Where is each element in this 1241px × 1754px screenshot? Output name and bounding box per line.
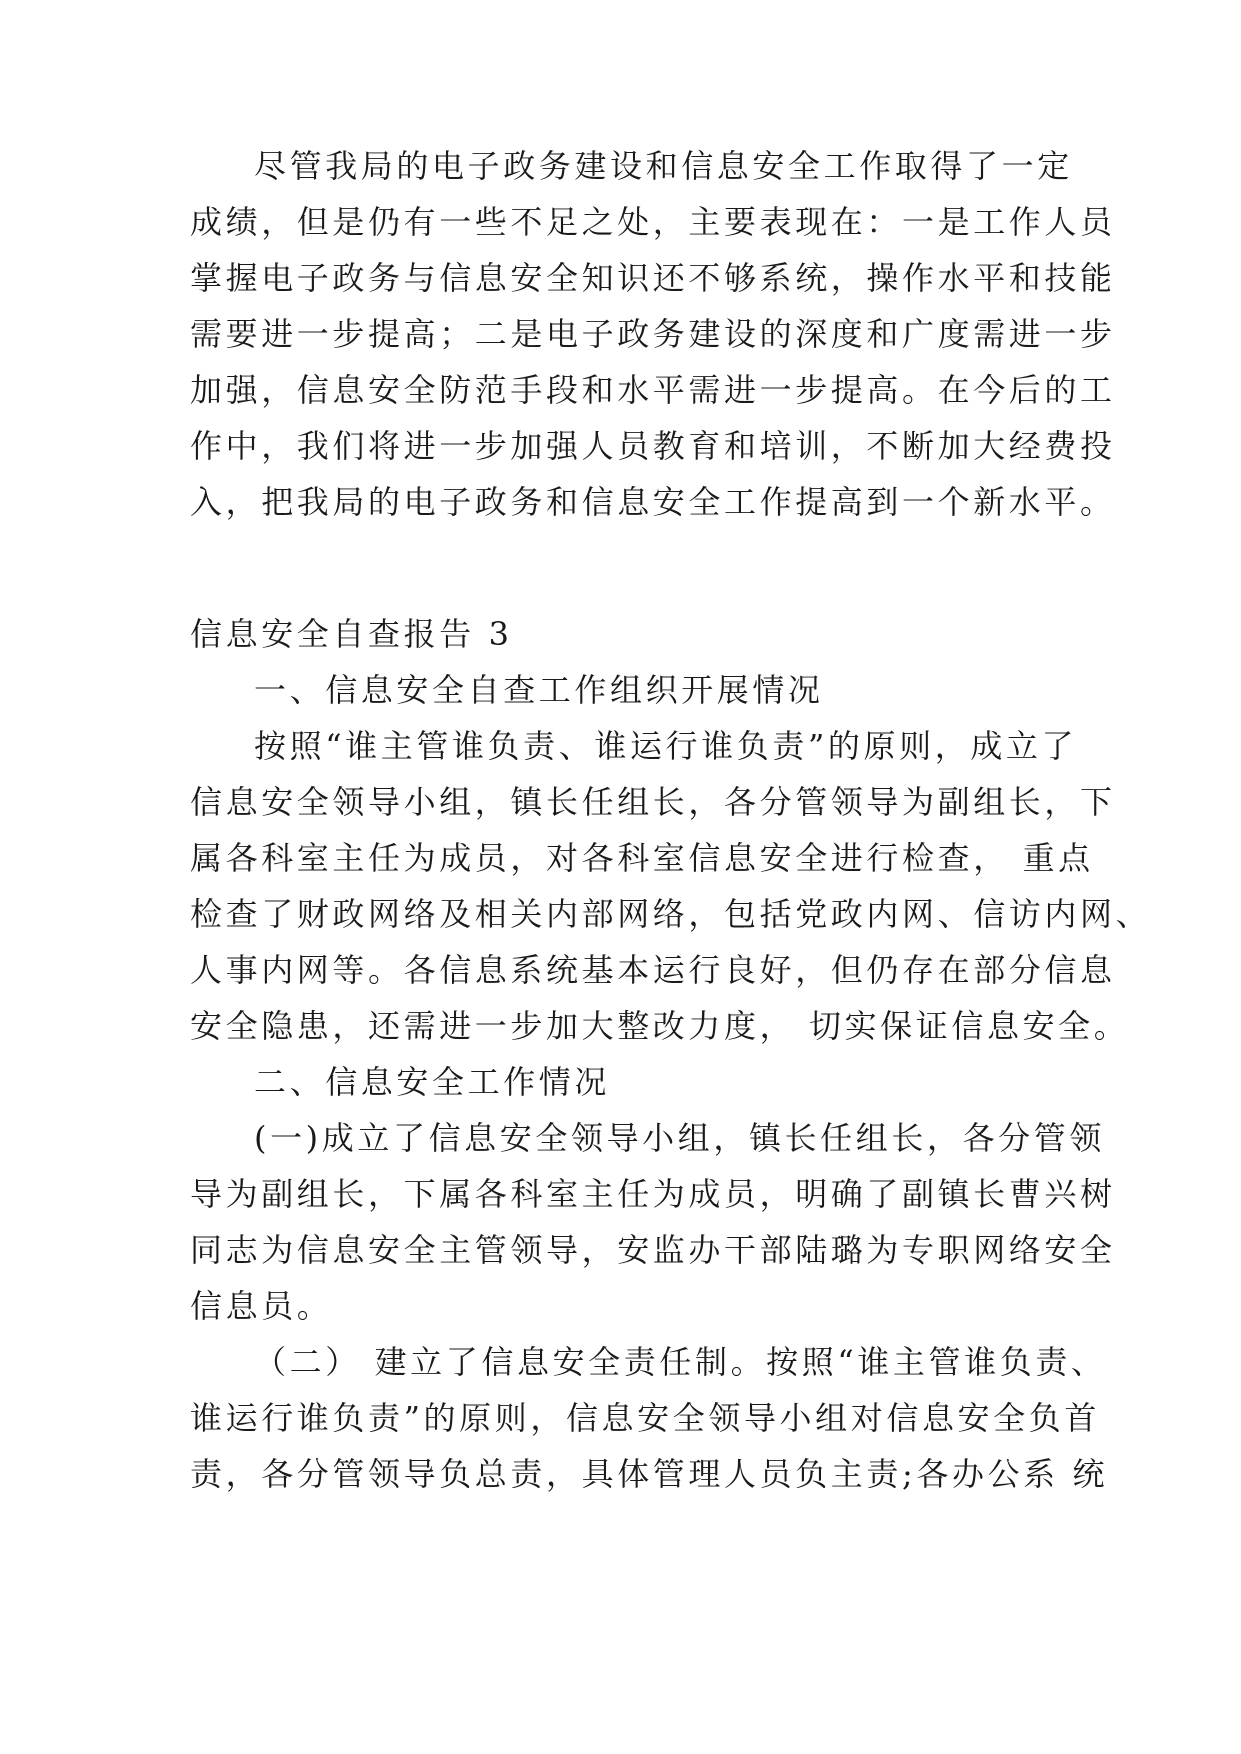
paragraph-line: 作中，我们将进一步加强人员教育和培训，不断加大经费投 [190, 427, 1116, 465]
paragraph-line: 信息员。 [190, 1287, 333, 1325]
paragraph-line: 入，把我局的电子政务和信息安全工作提高到一个新水平。 [190, 483, 1116, 521]
paragraph-line: 成绩，但是仍有一些不足之处，主要表现在：一是工作人员 [190, 203, 1116, 241]
subheading: 二、信息安全工作情况 [254, 1063, 611, 1101]
paragraph-line: 导为副组长，下属各科室主任为成员，明确了副镇长曹兴树 [190, 1175, 1116, 1213]
paragraph-line: 检查了财政网络及相关内部网络，包括党政内网、信访内网、 [190, 895, 1152, 933]
paragraph-line: 信息安全领导小组，镇长任组长，各分管领导为副组长，下 [190, 783, 1116, 821]
paragraph-line: 属各科室主任为成员，对各科室信息安全进行检查， 重点 [190, 839, 1094, 877]
paragraph-line: 安全隐患，还需进一步加大整改力度， 切实保证信息安全。 [190, 1007, 1130, 1045]
paragraph-line: 责，各分管领导负总责，具体管理人员负主责;各办公系 统 [190, 1455, 1109, 1493]
paragraph-line: 掌握电子政务与信息安全知识还不够系统，操作水平和技能 [190, 259, 1116, 297]
paragraph-line: 人事内网等。各信息系统基本运行良好，但仍存在部分信息 [190, 951, 1116, 989]
paragraph-line: 尽管我局的电子政务建设和信息安全工作取得了一定 [254, 147, 1073, 185]
paragraph-line: （二） 建立了信息安全责任制。按照“谁主管谁负责、 [254, 1343, 1107, 1381]
section-title: 信息安全自查报告 3 [190, 615, 513, 653]
paragraph-line: 加强，信息安全防范手段和水平需进一步提高。在今后的工 [190, 371, 1116, 409]
paragraph-line: 需要进一步提高；二是电子政务建设的深度和广度需进一步 [190, 315, 1116, 353]
subheading: 一、信息安全自查工作组织开展情况 [254, 671, 824, 709]
paragraph-line: 同志为信息安全主管领导，安监办干部陆璐为专职网络安全 [190, 1231, 1116, 1269]
paragraph-line: 按照“谁主管谁负责、谁运行谁负责”的原则，成立了 [254, 727, 1078, 765]
paragraph-line: 谁运行谁负责”的原则，信息安全领导小组对信息安全负首 [190, 1399, 1100, 1437]
paragraph-line: (一)成立了信息安全领导小组，镇长任组长，各分管领 [254, 1119, 1105, 1157]
